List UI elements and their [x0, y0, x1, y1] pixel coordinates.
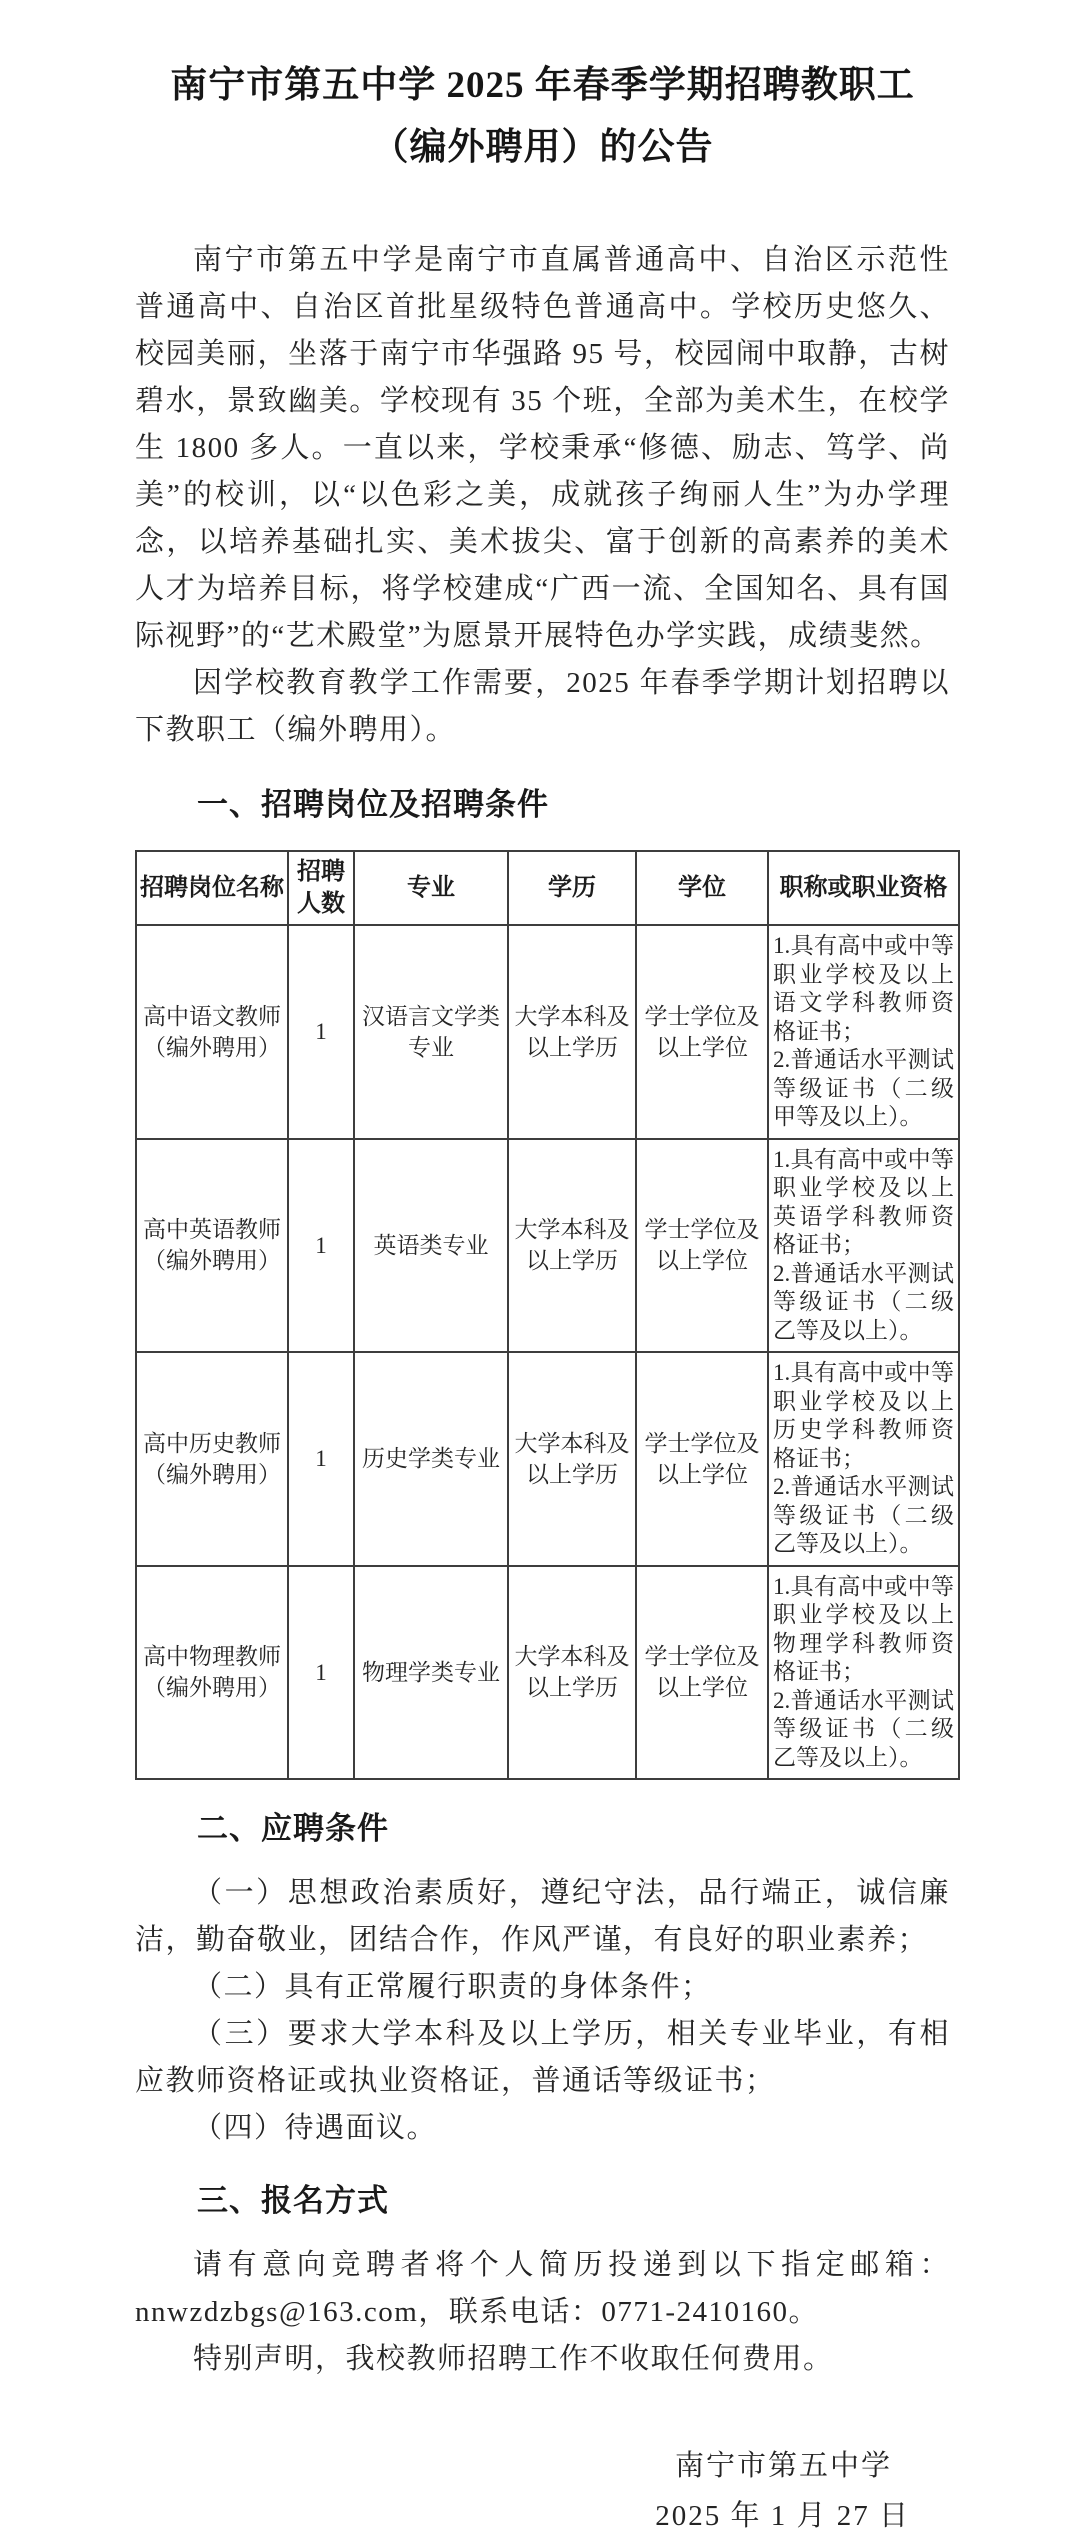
recruitment-table [135, 850, 960, 1780]
cell-academic: 学士学位及以上学位 [636, 1352, 768, 1566]
signature-date: 2025 年 1 月 27 日 [655, 2500, 910, 2532]
col-header-academic: 学位 [636, 851, 768, 925]
section2-heading: 二、应聘条件 [197, 1811, 389, 1846]
col-header-count: 招聘人数 [288, 851, 354, 925]
cell-count: 1 [288, 1566, 354, 1780]
table-row-physics-teacher [136, 1566, 959, 1780]
cell-count: 1 [288, 925, 354, 1139]
col-header-position: 招聘岗位名称 [136, 851, 288, 925]
apply-contact-line: nnwzdzbgs@163.com，联系电话：0771-2410160。 [135, 2296, 820, 2328]
cell-qualification [768, 1139, 959, 1353]
qualification-item-2: 2.普通话水平测试等级证书（二级甲等及以上）。 [773, 1047, 954, 1129]
apply-instruction-line: 请有意向竞聘者将个人简历投递到以下指定邮箱： [193, 2249, 950, 2281]
signature-organization: 南宁市第五中学 [674, 2450, 892, 2482]
table-row-chinese-teacher [136, 925, 959, 1139]
condition-item-2: （二）具有正常履行职责的身体条件； [193, 1971, 712, 2003]
position-name: 高中英语教师 [143, 1217, 281, 1243]
cell-count: 1 [288, 1139, 354, 1353]
position-type: （编外聘用） [143, 1034, 281, 1060]
no-fee-statement: 特别声明，我校教师招聘工作不收取任何费用。 [193, 2343, 834, 2375]
section1-heading: 一、招聘岗位及招聘条件 [197, 787, 549, 822]
condition-item-3: （三）要求大学本科及以上学历，相关专业毕业，有相应教师资格证或执业资格证，普通话等级证书； [135, 2018, 950, 2097]
cell-major: 英语类专业 [354, 1139, 508, 1353]
position-name: 高中历史教师 [143, 1430, 281, 1456]
cell-academic: 学士学位及以上学位 [636, 1139, 768, 1353]
recruitment-table-header [136, 851, 959, 925]
qualification-item-1: 1.具有高中或中等职业学校及以上历史学科教师资格证书； [773, 1360, 954, 1471]
cell-major: 物理学类专业 [354, 1566, 508, 1780]
signature-block [135, 2441, 950, 2541]
cell-position [136, 1352, 288, 1566]
position-name: 高中语文教师 [143, 1003, 281, 1029]
cell-major: 历史学类专业 [354, 1352, 508, 1566]
cell-degree: 大学本科及以上学历 [508, 1566, 636, 1780]
intro-paragraph-1: 南宁市第五中学是南宁市直属普通高中、自治区示范性普通高中、自治区首批星级特色普通高中。学校历史悠久、校园美丽，坐落于南宁市华强路 95 号，校园闹中取静，古树碧水，景致幽美。学校现有 35 个班，全部为美术生，在校学生 1800 多人。一直以来，学校秉承“修德、励志、笃学、尚美”的校训，以“以色彩之美，成就孩子绚丽人生”为办学理念，以培养基础扎实、美术拔尖、富于创新的高素养的美术人才为培养目标，将学校建成“广西一流、全国知名、具有国际视野”的“艺术殿堂”为愿景开展特色办学实践，成绩斐然。 [135, 244, 950, 652]
condition-item-1: （一）思想政治素质好，遵纪守法，品行端正，诚信廉洁，勤奋敬业，团结合作，作风严谨，有良好的职业素养； [135, 1877, 950, 1956]
qualification-item-2: 2.普通话水平测试等级证书（二级乙等及以上）。 [773, 1687, 954, 1770]
cell-count: 1 [288, 1352, 354, 1566]
position-type: （编外聘用） [143, 1675, 281, 1701]
intro-paragraph-2: 因学校教育教学工作需要，2025 年春季学期计划招聘以下教职工（编外聘用）。 [135, 667, 950, 746]
cell-academic: 学士学位及以上学位 [636, 1566, 768, 1780]
cell-position [136, 1566, 288, 1780]
section3-heading: 三、报名方式 [197, 2183, 389, 2218]
col-header-major: 专业 [354, 851, 508, 925]
document-title-line2: （编外聘用）的公告 [371, 127, 714, 168]
document-title-line1: 南宁市第五中学 2025 年春季学期招聘教职工 [170, 65, 915, 106]
position-name: 高中物理教师 [143, 1644, 281, 1670]
cell-major: 汉语言文学类专业 [354, 925, 508, 1139]
position-type: （编外聘用） [143, 1461, 281, 1487]
cell-qualification [768, 925, 959, 1139]
cell-degree: 大学本科及以上学历 [508, 925, 636, 1139]
qualification-item-1: 1.具有高中或中等职业学校及以上物理学科教师资格证书； [773, 1573, 954, 1684]
position-type: （编外聘用） [143, 1248, 281, 1274]
cell-academic: 学士学位及以上学位 [636, 925, 768, 1139]
qualification-item-1: 1.具有高中或中等职业学校及以上语文学科教师资格证书； [773, 933, 954, 1044]
cell-degree: 大学本科及以上学历 [508, 1139, 636, 1353]
condition-item-4: （四）待遇面议。 [193, 2112, 438, 2144]
cell-degree: 大学本科及以上学历 [508, 1352, 636, 1566]
qualification-item-1: 1.具有高中或中等职业学校及以上英语学科教师资格证书； [773, 1146, 954, 1257]
cell-position [136, 925, 288, 1139]
col-header-degree: 学历 [508, 851, 636, 925]
qualification-item-2: 2.普通话水平测试等级证书（二级乙等及以上）。 [773, 1474, 954, 1556]
qualification-item-2: 2.普通话水平测试等级证书（二级乙等及以上）。 [773, 1260, 954, 1343]
table-header-row [136, 851, 959, 925]
document-title [135, 55, 950, 179]
cell-position [136, 1139, 288, 1353]
cell-qualification [768, 1352, 959, 1566]
table-row-history-teacher [136, 1352, 959, 1566]
col-header-qualification: 职称或职业资格 [768, 851, 959, 925]
table-row-english-teacher [136, 1139, 959, 1353]
cell-qualification [768, 1566, 959, 1780]
